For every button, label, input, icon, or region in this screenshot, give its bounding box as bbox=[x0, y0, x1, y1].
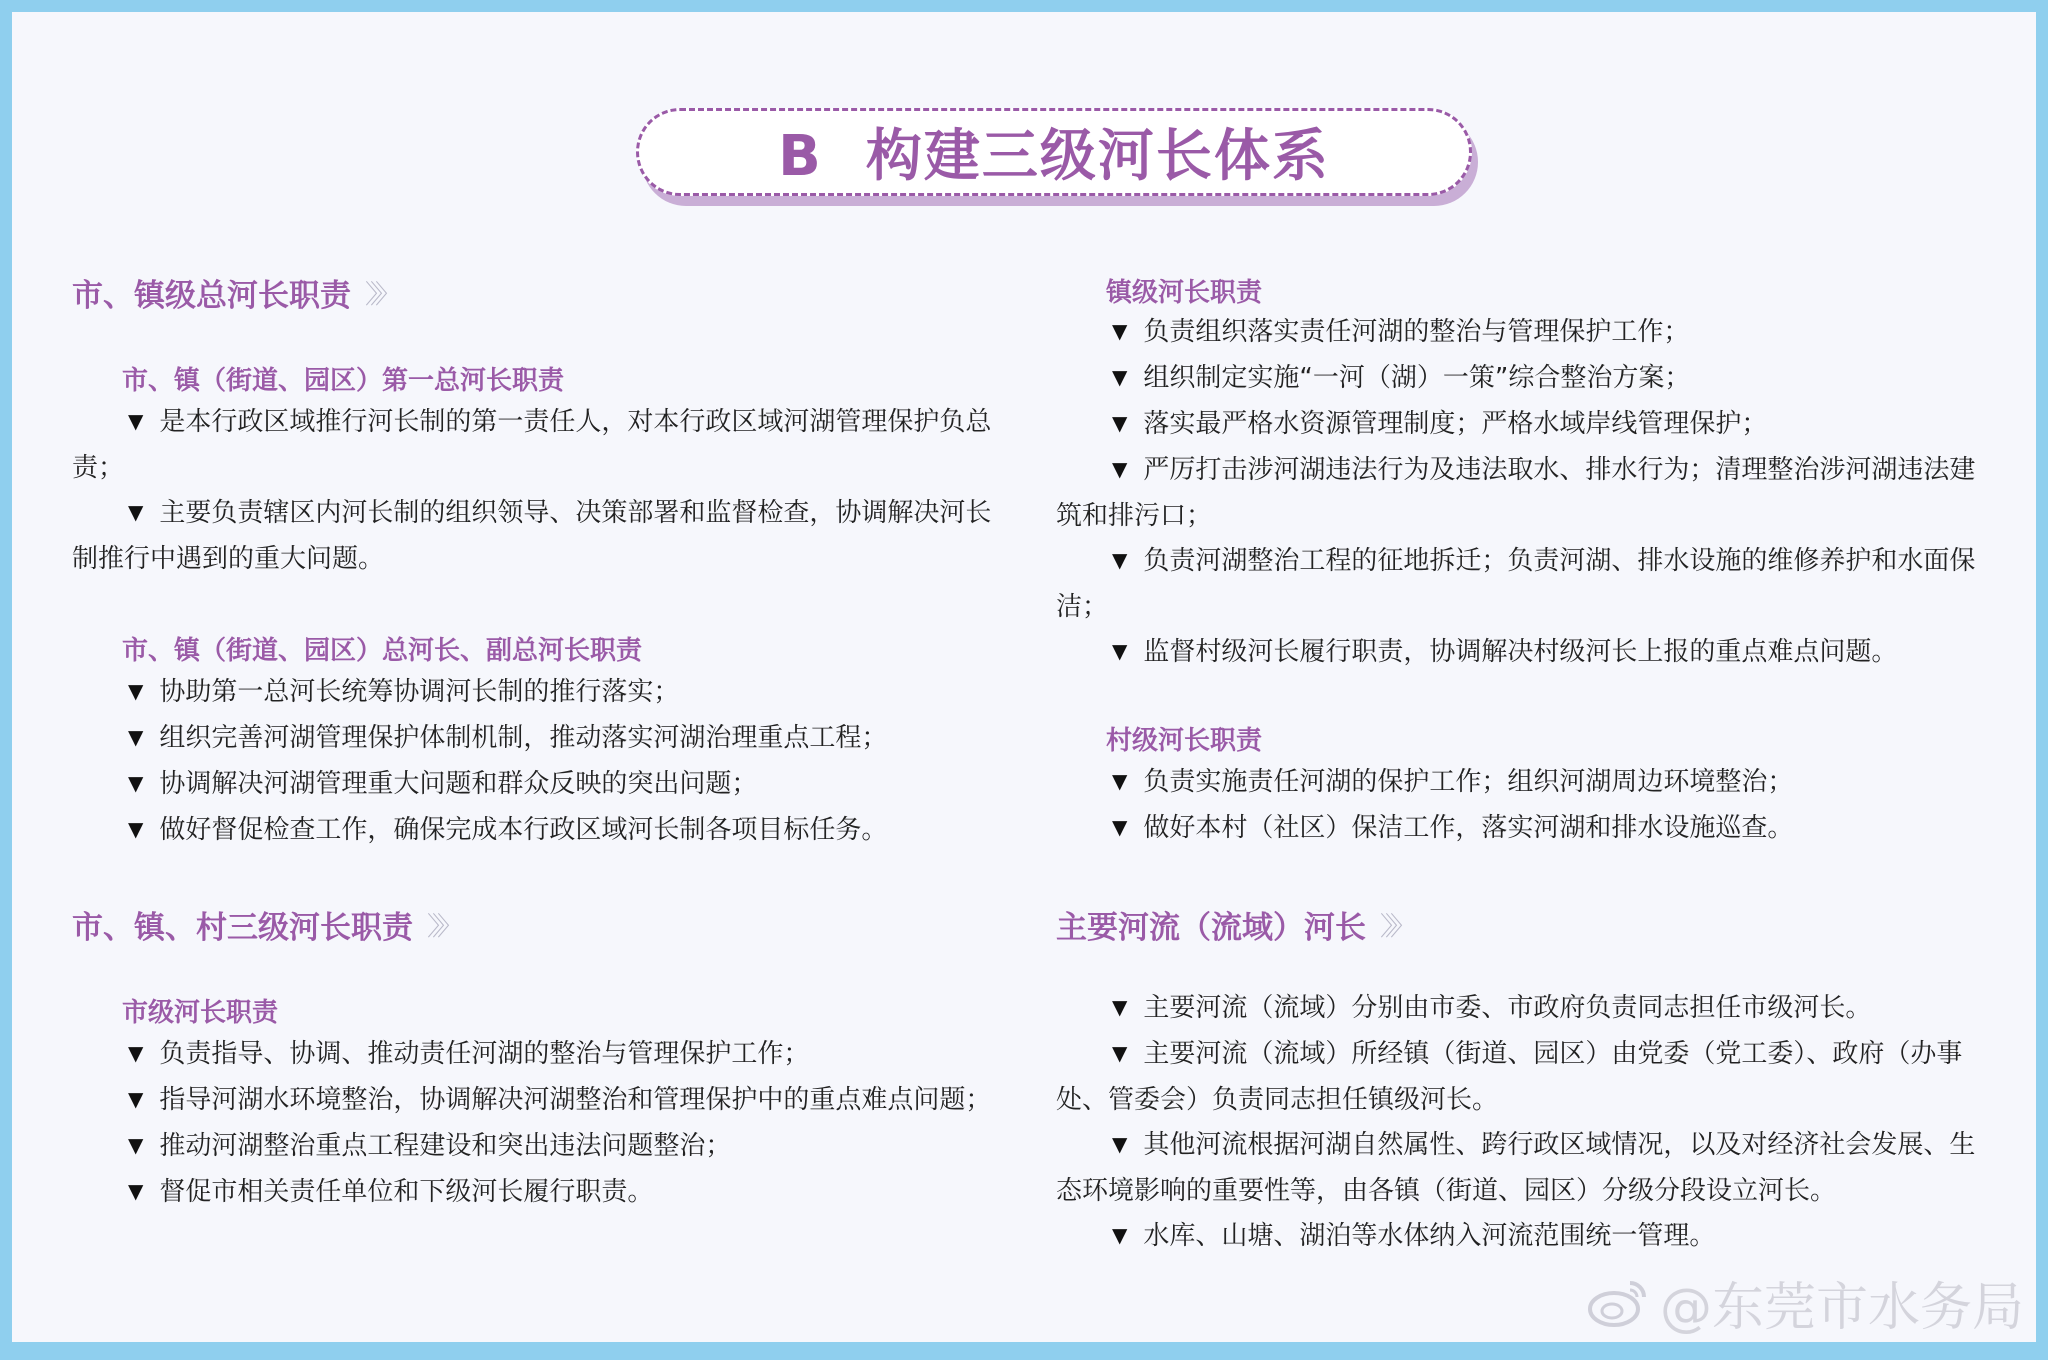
weibo-logo-icon bbox=[1586, 1277, 1650, 1329]
list-item: ▼ 组织制定实施“一河（湖）一策”综合整治方案； bbox=[1056, 356, 1986, 402]
title-banner bbox=[636, 108, 1472, 196]
section-heading-text: 市、镇、村三级河长职责 bbox=[72, 910, 413, 946]
triangle-down-icon: ▼ bbox=[128, 1179, 144, 1203]
section-heading-three-level bbox=[72, 902, 455, 947]
watermark bbox=[1586, 1265, 2024, 1340]
subheading-city-chief: 市级河长职责 bbox=[122, 998, 279, 1028]
chevron-right-icon: 〉〉〉 bbox=[365, 280, 394, 310]
list-item: ▼ 负责实施责任河湖的保护工作；组织河湖周边环境整治； bbox=[1056, 760, 1986, 806]
list-item: ▼ 负责河湖整治工程的征地拆迁；负责河湖、排水设施的维修养护和水面保洁； bbox=[1056, 539, 1986, 630]
list-town-chief bbox=[1056, 310, 1986, 676]
list-item: ▼ 落实最严格水资源管理制度；严格水域岸线管理保护； bbox=[1056, 402, 1986, 448]
list-item: ▼ 做好本村（社区）保洁工作，落实河湖和排水设施巡查。 bbox=[1056, 806, 1986, 852]
triangle-down-icon: ▼ bbox=[1112, 639, 1128, 663]
list-item: ▼ 做好督促检查工作，确保完成本行政区域河长制各项目标任务。 bbox=[72, 808, 992, 854]
list-item: ▼ 主要河流（流域）所经镇（街道、园区）由党委（党工委）、政府（办事处、管委会）负责同志担任镇级河长。 bbox=[1056, 1032, 1986, 1123]
section-heading-text: 市、镇级总河长职责 bbox=[72, 278, 351, 314]
triangle-down-icon: ▼ bbox=[1112, 457, 1128, 481]
list-item: ▼ 组织完善河湖管理保护体制机制，推动落实河湖治理重点工程； bbox=[72, 716, 992, 762]
list-item: ▼ 负责组织落实责任河湖的整治与管理保护工作； bbox=[1056, 310, 1986, 356]
triangle-down-icon: ▼ bbox=[1112, 411, 1128, 435]
chevron-right-icon: 〉〉〉 bbox=[1380, 912, 1409, 942]
list-item: ▼ 主要负责辖区内河长制的组织领导、决策部署和监督检查，协调解决河长制推行中遇到的重大问题。 bbox=[72, 491, 992, 582]
triangle-down-icon: ▼ bbox=[128, 1133, 144, 1157]
subheading-town-chief: 镇级河长职责 bbox=[1106, 278, 1263, 308]
list-item: ▼ 是本行政区域推行河长制的第一责任人，对本行政区域河湖管理保护负总责； bbox=[72, 400, 992, 491]
triangle-down-icon: ▼ bbox=[1112, 548, 1128, 572]
triangle-down-icon: ▼ bbox=[128, 771, 144, 795]
triangle-down-icon: ▼ bbox=[128, 500, 144, 524]
triangle-down-icon: ▼ bbox=[1112, 365, 1128, 389]
page-title: B 构建三级河长体系 bbox=[778, 124, 1330, 189]
triangle-down-icon: ▼ bbox=[1112, 815, 1128, 839]
section-heading-main-rivers bbox=[1056, 902, 1408, 947]
triangle-down-icon: ▼ bbox=[1112, 1041, 1128, 1065]
triangle-down-icon: ▼ bbox=[1112, 1132, 1128, 1156]
title-box bbox=[636, 108, 1472, 196]
chevron-right-icon: 〉〉〉 bbox=[427, 912, 456, 942]
triangle-down-icon: ▼ bbox=[128, 725, 144, 749]
list-item: ▼ 其他河流根据河湖自然属性、跨行政区域情况，以及对经济社会发展、生态环境影响的重要性等，由各镇（街道、园区）分级分段设立河长。 bbox=[1056, 1123, 1986, 1214]
triangle-down-icon: ▼ bbox=[1112, 995, 1128, 1019]
list-item: ▼ 协调解决河湖管理重大问题和群众反映的突出问题； bbox=[72, 762, 992, 808]
triangle-down-icon: ▼ bbox=[1112, 1223, 1128, 1247]
list-village-chief bbox=[1056, 760, 1986, 852]
list-item: ▼ 指导河湖水环境整治，协调解决河湖整治和管理保护中的重点难点问题； bbox=[72, 1078, 992, 1124]
list-city-chief bbox=[72, 1032, 992, 1216]
list-item: ▼ 推动河湖整治重点工程建设和突出违法问题整治； bbox=[72, 1124, 992, 1170]
triangle-down-icon: ▼ bbox=[128, 679, 144, 703]
triangle-down-icon: ▼ bbox=[128, 1041, 144, 1065]
section-heading-text: 主要河流（流域）河长 bbox=[1056, 910, 1366, 946]
list-item: ▼ 水库、山塘、湖泊等水体纳入河流范围统一管理。 bbox=[1056, 1214, 1986, 1260]
triangle-down-icon: ▼ bbox=[128, 817, 144, 841]
watermark-text: @东莞市水务局 bbox=[1659, 1278, 2024, 1338]
subheading-village-chief: 村级河长职责 bbox=[1106, 726, 1263, 756]
list-item: ▼ 主要河流（流域）分别由市委、市政府负责同志担任市级河长。 bbox=[1056, 986, 1986, 1032]
triangle-down-icon: ▼ bbox=[1112, 319, 1128, 343]
list-item: ▼ 严厉打击涉河湖违法行为及违法取水、排水行为；清理整治涉河湖违法建筑和排污口； bbox=[1056, 448, 1986, 539]
list-main-rivers bbox=[1056, 986, 1986, 1260]
list-item: ▼ 协助第一总河长统筹协调河长制的推行落实； bbox=[72, 670, 992, 716]
list-first-total-chief bbox=[72, 400, 992, 582]
list-total-chief-deputy bbox=[72, 670, 992, 854]
triangle-down-icon: ▼ bbox=[128, 1087, 144, 1111]
list-item: ▼ 负责指导、协调、推动责任河湖的整治与管理保护工作； bbox=[72, 1032, 992, 1078]
triangle-down-icon: ▼ bbox=[128, 409, 144, 433]
section-heading-total-chief bbox=[72, 270, 393, 315]
subheading-first-total-chief: 市、镇（街道、园区）第一总河长职责 bbox=[122, 366, 565, 396]
triangle-down-icon: ▼ bbox=[1112, 769, 1128, 793]
subheading-total-chief-deputy: 市、镇（街道、园区）总河长、副总河长职责 bbox=[122, 636, 643, 666]
list-item: ▼ 督促市相关责任单位和下级河长履行职责。 bbox=[72, 1170, 992, 1216]
list-item: ▼ 监督村级河长履行职责，协调解决村级河长上报的重点难点问题。 bbox=[1056, 630, 1986, 676]
